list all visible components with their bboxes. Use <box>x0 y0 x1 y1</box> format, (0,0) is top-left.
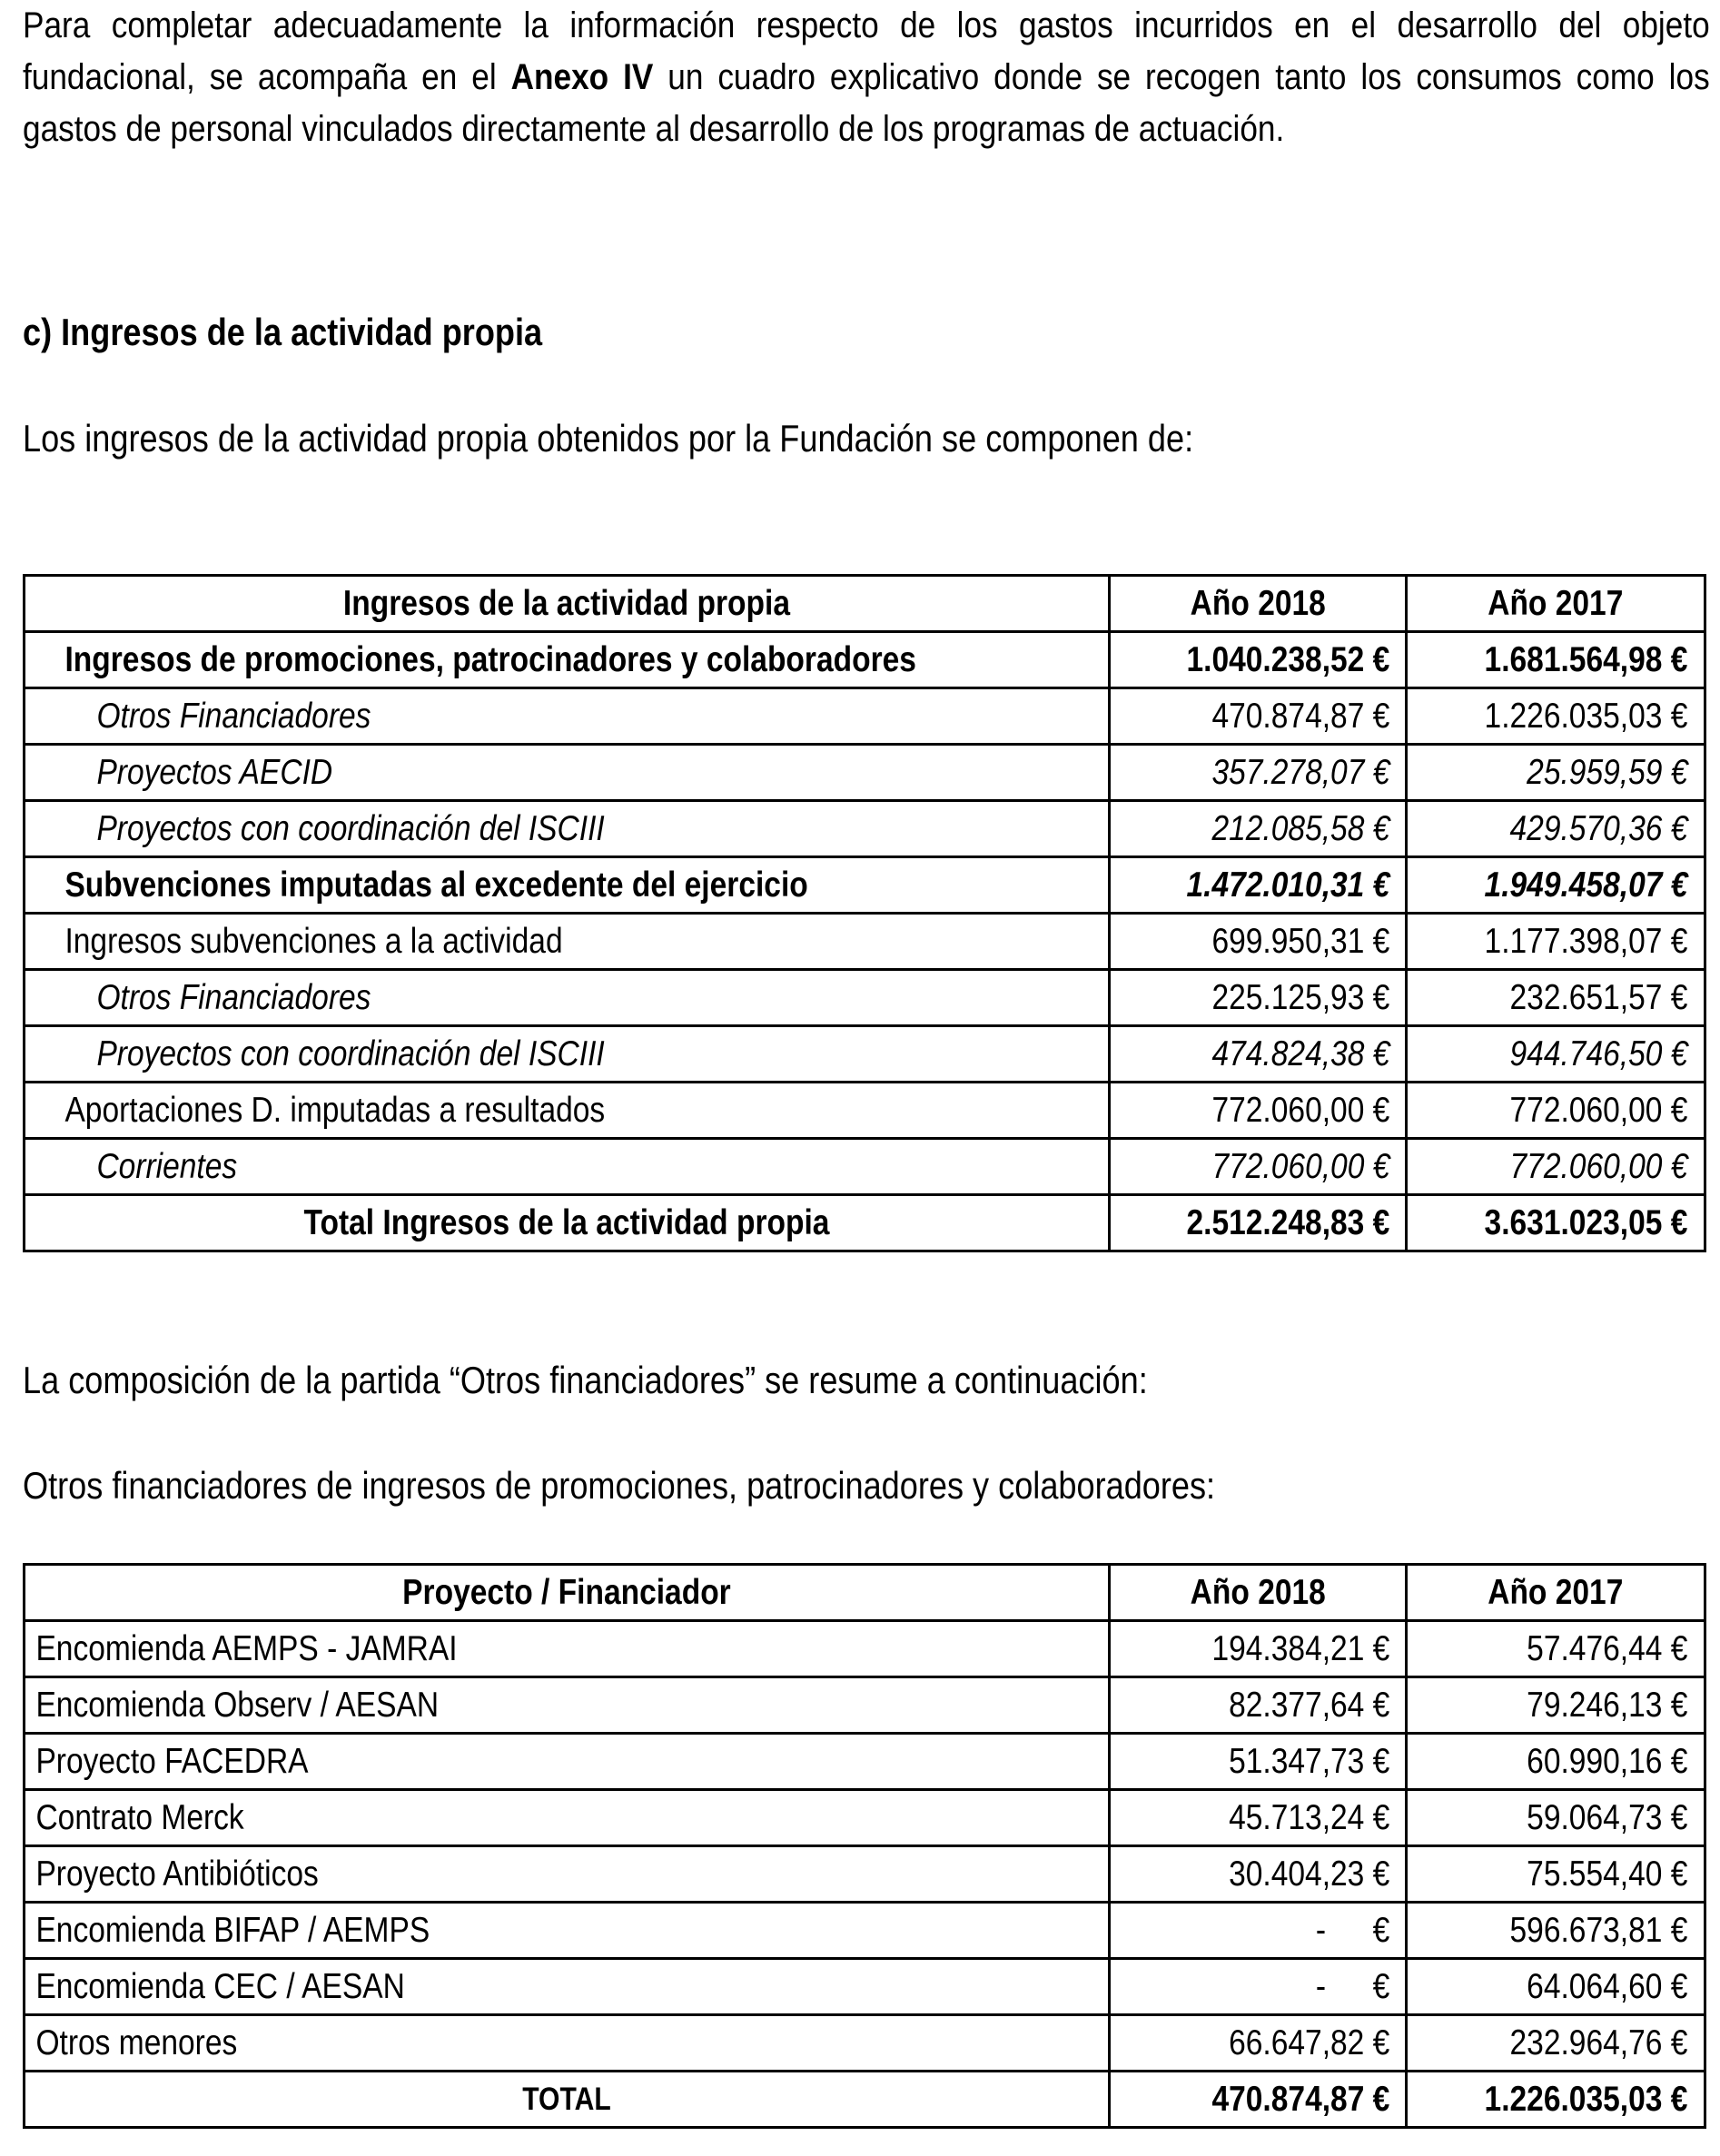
value-2018: 1.472.010,31 € <box>1109 857 1407 914</box>
value-2017: 232.651,57 € <box>1407 970 1705 1026</box>
intro-bold-anexo: Anexo IV <box>510 57 654 97</box>
column-header: Ingresos de la actividad propia <box>25 576 1110 632</box>
row-label: Proyectos con coordinación del ISCIII <box>25 801 1110 857</box>
row-label: Proyectos con coordinación del ISCIII <box>25 1026 1110 1083</box>
table-header-row <box>25 576 1705 632</box>
column-header: Año 2017 <box>1407 576 1705 632</box>
table-row <box>25 857 1705 914</box>
column-header: Año 2018 <box>1109 1565 1407 1621</box>
value-2018: 30.404,23 € <box>1109 1846 1407 1903</box>
value-2017: 3.631.023,05 € <box>1407 1195 1705 1251</box>
table-row <box>25 1621 1705 1677</box>
intro-text-1: Para completar adecuadamente la información respecto de los gastos incurridos en el desarrollo del objeto fundacional, se acompaña en el <box>23 5 1710 97</box>
table-row <box>25 1846 1705 1903</box>
row-label: Otros Financiadores <box>25 688 1110 745</box>
table-row <box>25 970 1705 1026</box>
table-row <box>25 914 1705 970</box>
value-2018: 194.384,21 € <box>1109 1621 1407 1677</box>
table-total-row <box>25 2072 1705 2128</box>
row-label: Encomienda CEC / AESAN <box>25 1959 1110 2015</box>
value-2017: 57.476,44 € <box>1407 1621 1705 1677</box>
table-row <box>25 745 1705 801</box>
value-2017: 60.990,16 € <box>1407 1734 1705 1790</box>
value-2018: 699.950,31 € <box>1109 914 1407 970</box>
dash-value: - <box>1315 1966 1326 2006</box>
value-2017: 772.060,00 € <box>1407 1139 1705 1195</box>
value-2018: 2.512.248,83 € <box>1109 1195 1407 1251</box>
intro-text-2: un cuadro explicativo donde se recogen tanto los consumos como los gastos de personal vinculados directamente al desarrollo de los programas de actuación. <box>23 57 1710 149</box>
row-label: Contrato Merck <box>25 1790 1110 1846</box>
value-2018: 82.377,64 € <box>1109 1677 1407 1734</box>
row-label: Ingresos subvenciones a la actividad <box>25 914 1110 970</box>
table-row <box>25 1959 1705 2015</box>
column-header: Proyecto / Financiador <box>25 1565 1110 1621</box>
value-2017: 1.226.035,03 € <box>1407 2072 1705 2128</box>
value-2017: 79.246,13 € <box>1407 1677 1705 1734</box>
value-2018: 470.874,87 € <box>1109 2072 1407 2128</box>
table-row <box>25 688 1705 745</box>
table-row <box>25 801 1705 857</box>
table-row <box>25 1083 1705 1139</box>
value-2017: 1.226.035,03 € <box>1407 688 1705 745</box>
value-2017: 64.064,60 € <box>1407 1959 1705 2015</box>
value-2017: 772.060,00 € <box>1407 1083 1705 1139</box>
row-label: Encomienda AEMPS - JAMRAI <box>25 1621 1110 1677</box>
row-label: Proyectos AECID <box>25 745 1110 801</box>
lead-composicion: La composición de la partida “Otros financiadores” se resume a continuación: <box>23 1359 1148 1401</box>
dash-value: - <box>1315 1910 1326 1950</box>
value-2017: 1.949.458,07 € <box>1407 857 1705 914</box>
row-label: Otros Financiadores <box>25 970 1110 1026</box>
value-2018 <box>1109 1959 1407 2015</box>
value-2017: 944.746,50 € <box>1407 1026 1705 1083</box>
column-header: Año 2017 <box>1407 1565 1705 1621</box>
table-row <box>25 1734 1705 1790</box>
value-2018 <box>1109 1903 1407 1959</box>
value-2018: 470.874,87 € <box>1109 688 1407 745</box>
value-2018: 772.060,00 € <box>1109 1139 1407 1195</box>
row-label: Subvenciones imputadas al excedente del ejercicio <box>25 857 1110 914</box>
row-label: TOTAL <box>25 2072 1110 2128</box>
value-2017: 232.964,76 € <box>1407 2015 1705 2072</box>
value-2018: 772.060,00 € <box>1109 1083 1407 1139</box>
row-label: Total Ingresos de la actividad propia <box>25 1195 1110 1251</box>
row-label: Aportaciones D. imputadas a resultados <box>25 1083 1110 1139</box>
row-label: Encomienda BIFAP / AEMPS <box>25 1903 1110 1959</box>
row-label: Proyecto Antibióticos <box>25 1846 1110 1903</box>
row-label: Otros menores <box>25 2015 1110 2072</box>
value-2018: 66.647,82 € <box>1109 2015 1407 2072</box>
value-2018: 212.085,58 € <box>1109 801 1407 857</box>
table-row <box>25 1903 1705 1959</box>
otros-financiadores-table <box>23 1563 1706 2129</box>
value-2017: 429.570,36 € <box>1407 801 1705 857</box>
intro-paragraph <box>23 0 1710 155</box>
value-2017: 75.554,40 € <box>1407 1846 1705 1903</box>
row-label: Proyecto FACEDRA <box>25 1734 1110 1790</box>
value-2018: 474.824,38 € <box>1109 1026 1407 1083</box>
value-2018: 45.713,24 € <box>1109 1790 1407 1846</box>
value-2018: 1.040.238,52 € <box>1109 632 1407 688</box>
table-row <box>25 1139 1705 1195</box>
row-label: Encomienda Observ / AESAN <box>25 1677 1110 1734</box>
ingresos-table <box>23 574 1706 1252</box>
value-2018: 51.347,73 € <box>1109 1734 1407 1790</box>
value-2017: 596.673,81 € <box>1407 1903 1705 1959</box>
table-row <box>25 1026 1705 1083</box>
table-row <box>25 2015 1705 2072</box>
value-2017: 1.681.564,98 € <box>1407 632 1705 688</box>
value-2017: 1.177.398,07 € <box>1407 914 1705 970</box>
lead-otros-financiadores: Otros financiadores de ingresos de promociones, patrocinadores y colaboradores: <box>23 1464 1216 1507</box>
value-2017: 25.959,59 € <box>1407 745 1705 801</box>
row-label: Ingresos de promociones, patrocinadores y colaboradores <box>25 632 1110 688</box>
table-header-row <box>25 1565 1705 1621</box>
column-header: Año 2018 <box>1109 576 1407 632</box>
value-2018: 225.125,93 € <box>1109 970 1407 1026</box>
row-label: Corrientes <box>25 1139 1110 1195</box>
table-row <box>25 632 1705 688</box>
table-row <box>25 1677 1705 1734</box>
value-2018: 357.278,07 € <box>1109 745 1407 801</box>
value-2017: 59.064,73 € <box>1407 1790 1705 1846</box>
euro-unit: € <box>1372 1966 1390 2006</box>
table-total-row <box>25 1195 1705 1251</box>
euro-unit: € <box>1372 1910 1390 1950</box>
lead-ingresos: Los ingresos de la actividad propia obtenidos por la Fundación se componen de: <box>23 417 1194 460</box>
table-row <box>25 1790 1705 1846</box>
section-heading: c) Ingresos de la actividad propia <box>23 311 543 353</box>
